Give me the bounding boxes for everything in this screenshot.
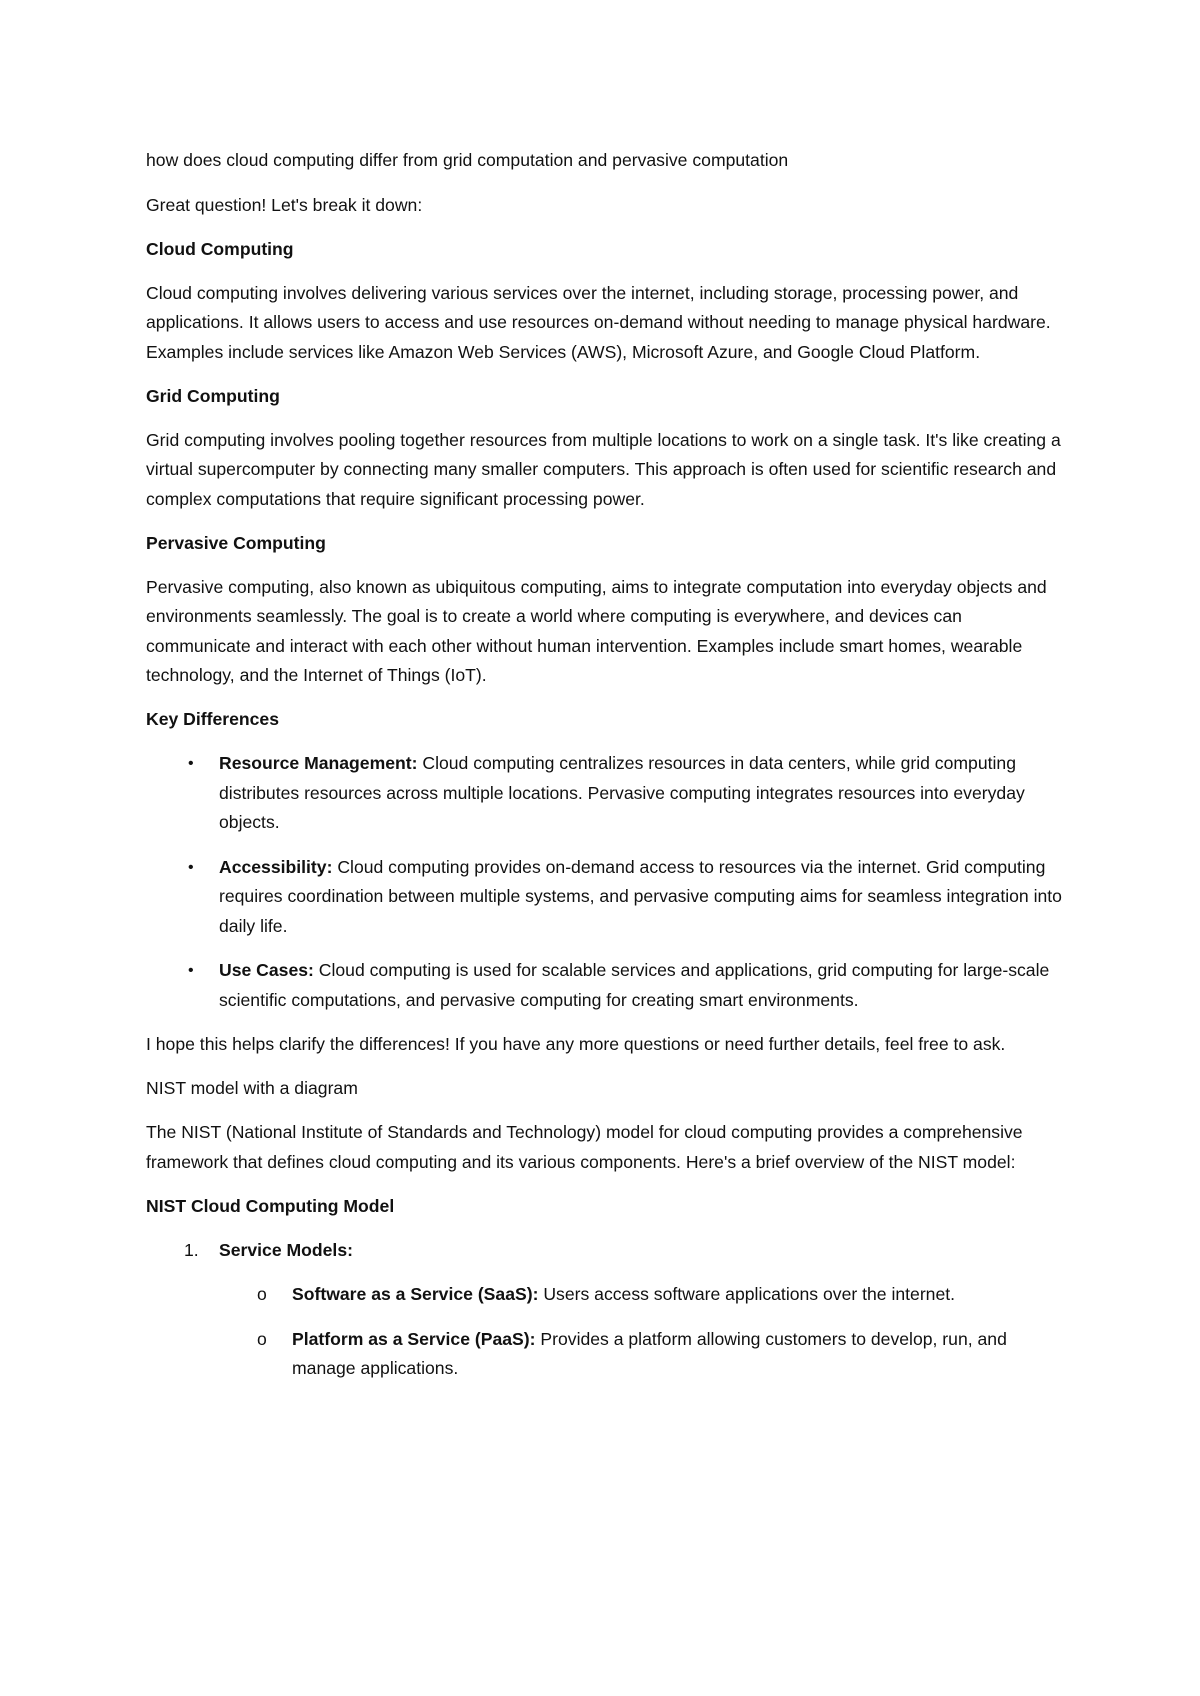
list-item-service-models	[146, 1236, 1066, 1384]
term-saas: Software as a Service (SaaS):	[292, 1284, 539, 1304]
text-accessibility: Cloud computing provides on-demand access to resources via the internet. Grid computing requires coordination between multiple systems, and pervasive computing aims for seamless integration into daily life.	[219, 856, 1062, 936]
text-paas: Provides a platform allowing customers to develop, run, and manage applications.	[292, 1328, 1007, 1378]
heading-nist-model: NIST Cloud Computing Model	[146, 1195, 395, 1216]
closing-paragraph: I hope this helps clarify the differences! If you have any more questions or need further details, feel free to ask.	[146, 1034, 1006, 1054]
bullet-icon: •	[188, 962, 194, 979]
heading-grid-computing: Grid Computing	[146, 385, 280, 406]
sublist-item-paas	[219, 1325, 1066, 1384]
sublist-item-saas	[219, 1280, 1066, 1310]
paragraph-cloud-computing: Cloud computing involves delivering various services over the internet, including storage, processing power, and applications. It allows users to access and use resources on-demand without needing to manage physical hardware. Examples include services like Amazon Web Services (AWS), Microsoft Azure, and Google Cloud Platform.	[146, 282, 1051, 362]
list-item-resource-management	[146, 749, 1066, 838]
service-models-sublist	[219, 1280, 1066, 1384]
term-paas: Platform as a Service (PaaS):	[292, 1328, 536, 1349]
paragraph-grid-computing: Grid computing involves pooling together resources from multiple locations to work on a single task. It's like creating a virtual supercomputer by connecting many smaller computers. This approach is often used for scientific research and complex computations that require significant processing power.	[146, 429, 1061, 509]
heading-cloud-computing: Cloud Computing	[146, 238, 294, 259]
circle-bullet-icon: o	[257, 1284, 267, 1304]
term-accessibility: Accessibility:	[219, 856, 333, 877]
text-resource-management: Cloud computing centralizes resources in data centers, while grid computing distributes resources across multiple locations. Pervasive computing integrates resources into everyday objects.	[219, 753, 1025, 832]
term-service-models: Service Models:	[219, 1239, 353, 1260]
key-differences-list	[146, 749, 1066, 1015]
circle-bullet-icon: o	[257, 1328, 267, 1349]
document-content	[146, 146, 1066, 1399]
bullet-icon: •	[188, 755, 194, 772]
list-number: 1.	[184, 1239, 199, 1260]
list-item-use-cases	[146, 956, 1066, 1015]
term-resource-management: Resource Management:	[219, 753, 418, 773]
paragraph-pervasive-computing: Pervasive computing, also known as ubiquitous computing, aims to integrate computation into everyday objects and environments seamlessly. The goal is to create a world where computing is everywhere, and devices can communicate and interact with each other without human intervention. Examples include smart homes, wearable technology, and the Internet of Things (IoT).	[146, 576, 1047, 685]
user-question-nist: NIST model with a diagram	[146, 1078, 358, 1098]
text-saas: Users access software applications over the internet.	[538, 1284, 956, 1304]
term-use-cases: Use Cases:	[219, 960, 314, 980]
bullet-icon: •	[188, 858, 194, 876]
nist-numbered-list	[146, 1236, 1066, 1384]
response-intro: Great question! Let's break it down:	[146, 194, 423, 215]
nist-intro-paragraph: The NIST (National Institute of Standards and Technology) model for cloud computing provides a comprehensive framework that defines cloud computing and its various components. Here's a brief overview of the NIST model:	[146, 1122, 1023, 1172]
text-use-cases: Cloud computing is used for scalable services and applications, grid computing for large-scale scientific computations, and pervasive computing for creating smart environments.	[219, 960, 1050, 1010]
list-item-accessibility	[146, 853, 1066, 942]
heading-key-differences: Key Differences	[146, 709, 279, 729]
heading-pervasive-computing: Pervasive Computing	[146, 532, 326, 553]
user-question-cloud-vs-grid: how does cloud computing differ from grid computation and pervasive computation	[146, 150, 789, 170]
